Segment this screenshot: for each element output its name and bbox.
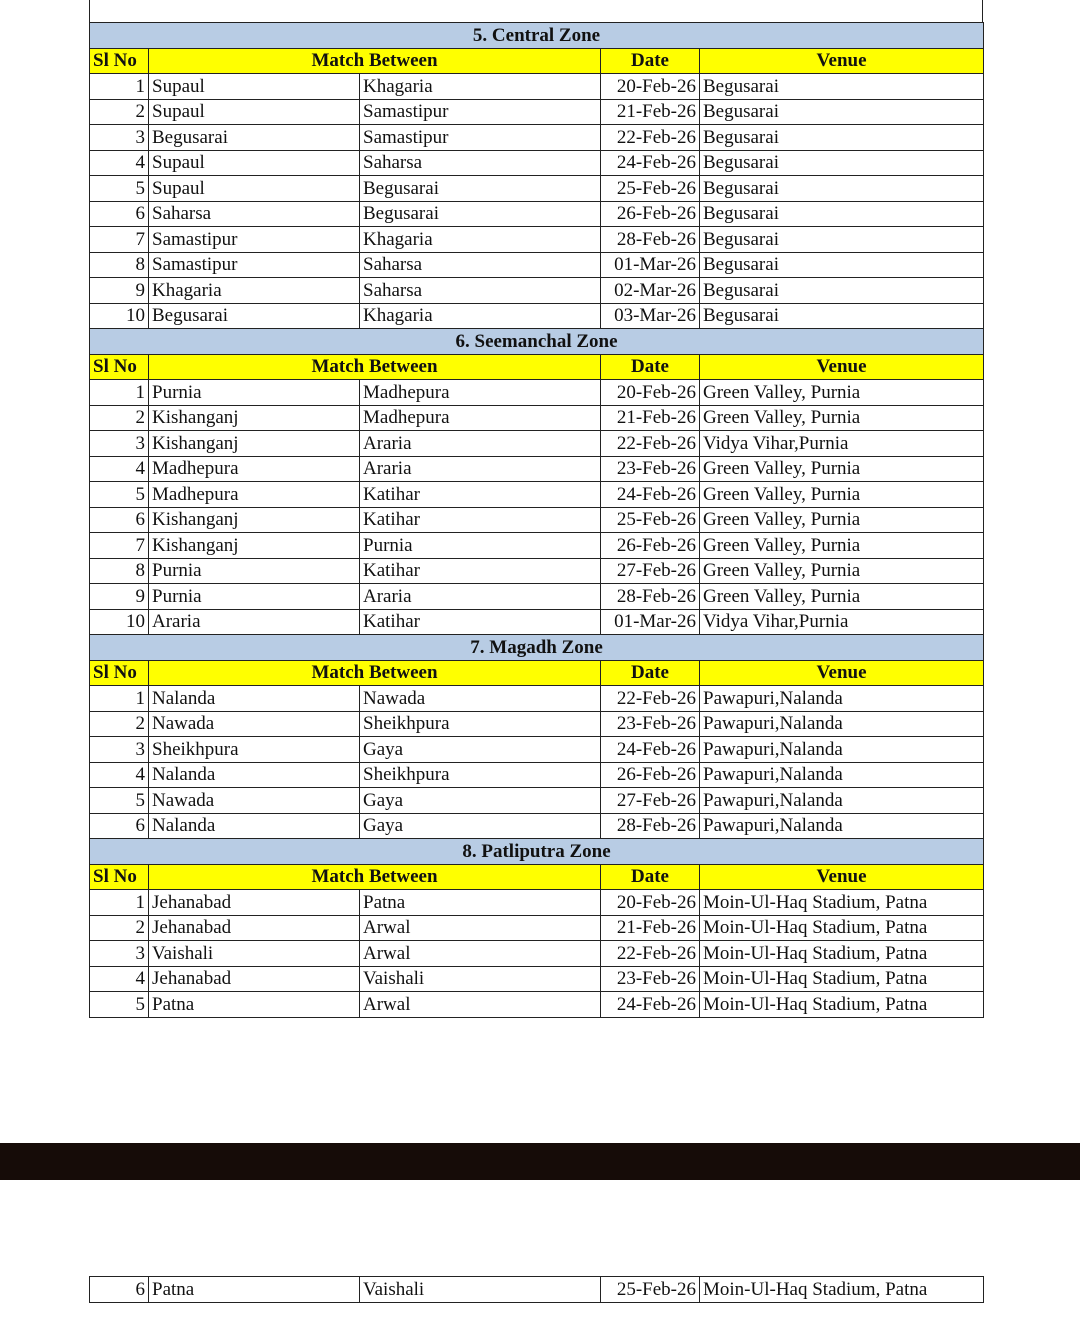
table-row: [90, 813, 984, 839]
team-b-cell: Katihar: [360, 558, 601, 584]
team-b-cell: Madhepura: [360, 405, 601, 431]
continuation-section: [89, 1276, 983, 1303]
venue-cell: Pawapuri,Nalanda: [700, 686, 984, 712]
sl-no-cell: 8: [90, 558, 149, 584]
sl-no-cell: 9: [90, 278, 149, 304]
venue-cell: Pawapuri,Nalanda: [700, 762, 984, 788]
date-cell: 22-Feb-26: [601, 125, 700, 151]
table-row: [90, 737, 984, 763]
table-row: [90, 99, 984, 125]
date-cell: 26-Feb-26: [601, 762, 700, 788]
team-a-cell: Jehanabad: [149, 915, 360, 941]
team-b-cell: Samastipur: [360, 99, 601, 125]
venue-cell: Moin-Ul-Haq Stadium, Patna: [700, 890, 984, 916]
team-b-cell: Madhepura: [360, 380, 601, 406]
date-cell: 24-Feb-26: [601, 992, 700, 1018]
sl-no-cell: 6: [90, 813, 149, 839]
table-row: [90, 915, 984, 941]
team-a-cell: Jehanabad: [149, 966, 360, 992]
table-row: [90, 890, 984, 916]
date-cell: 20-Feb-26: [601, 890, 700, 916]
header-date: Date: [601, 48, 700, 74]
header-venue: Venue: [700, 864, 984, 890]
team-b-cell: Samastipur: [360, 125, 601, 151]
team-a-cell: Kishanganj: [149, 431, 360, 457]
team-a-cell: Supaul: [149, 74, 360, 100]
table-row: [90, 711, 984, 737]
venue-cell: Green Valley, Purnia: [700, 380, 984, 406]
venue-cell: Moin-Ul-Haq Stadium, Patna: [700, 915, 984, 941]
date-cell: 03-Mar-26: [601, 303, 700, 329]
team-a-cell: Nawada: [149, 711, 360, 737]
header-match-between: Match Between: [149, 48, 601, 74]
team-b-cell: Begusarai: [360, 201, 601, 227]
date-cell: 22-Feb-26: [601, 941, 700, 967]
table-row: [90, 533, 984, 559]
team-a-cell: Purnia: [149, 380, 360, 406]
sl-no-cell: 5: [90, 788, 149, 814]
team-b-cell: Saharsa: [360, 150, 601, 176]
continuation-table: [89, 1276, 984, 1303]
sl-no-cell: 6: [90, 1277, 149, 1303]
venue-cell: Vidya Vihar,Purnia: [700, 431, 984, 457]
table-row: [90, 176, 984, 202]
table-row: [90, 380, 984, 406]
sl-no-cell: 8: [90, 252, 149, 278]
header-venue: Venue: [700, 660, 984, 686]
page-break-band: [0, 1143, 1080, 1180]
sl-no-cell: 1: [90, 380, 149, 406]
team-a-cell: Nalanda: [149, 762, 360, 788]
header-date: Date: [601, 660, 700, 686]
team-a-cell: Supaul: [149, 99, 360, 125]
header-row: [90, 660, 984, 686]
header-row: [90, 864, 984, 890]
date-cell: 24-Feb-26: [601, 482, 700, 508]
header-venue: Venue: [700, 48, 984, 74]
venue-cell: Begusarai: [700, 201, 984, 227]
table-row: [90, 966, 984, 992]
header-match-between: Match Between: [149, 864, 601, 890]
table-row: [90, 686, 984, 712]
team-a-cell: Madhepura: [149, 482, 360, 508]
sl-no-cell: 5: [90, 176, 149, 202]
table-row: [90, 150, 984, 176]
date-cell: 01-Mar-26: [601, 252, 700, 278]
date-cell: 21-Feb-26: [601, 405, 700, 431]
table-row: [90, 584, 984, 610]
table-row: [90, 201, 984, 227]
team-b-cell: Katihar: [360, 609, 601, 635]
team-b-cell: Gaya: [360, 788, 601, 814]
header-venue: Venue: [700, 354, 984, 380]
team-a-cell: Purnia: [149, 558, 360, 584]
team-b-cell: Khagaria: [360, 227, 601, 253]
team-b-cell: Patna: [360, 890, 601, 916]
header-date: Date: [601, 864, 700, 890]
venue-cell: Moin-Ul-Haq Stadium, Patna: [700, 966, 984, 992]
team-b-cell: Khagaria: [360, 74, 601, 100]
match-schedule-table: [89, 22, 984, 1018]
schedule-sheet: [89, 0, 983, 1018]
team-a-cell: Saharsa: [149, 201, 360, 227]
sl-no-cell: 3: [90, 941, 149, 967]
header-match-between: Match Between: [149, 354, 601, 380]
sl-no-cell: 9: [90, 584, 149, 610]
date-cell: 02-Mar-26: [601, 278, 700, 304]
team-a-cell: Patna: [149, 1277, 360, 1303]
date-cell: 01-Mar-26: [601, 609, 700, 635]
sl-no-cell: 4: [90, 456, 149, 482]
venue-cell: Green Valley, Purnia: [700, 482, 984, 508]
header-sl-no: Sl No: [90, 660, 149, 686]
table-row: [90, 558, 984, 584]
team-b-cell: Arwal: [360, 915, 601, 941]
team-a-cell: Vaishali: [149, 941, 360, 967]
sl-no-cell: 6: [90, 507, 149, 533]
table-row: [90, 1277, 984, 1303]
sl-no-cell: 10: [90, 303, 149, 329]
team-b-cell: Saharsa: [360, 252, 601, 278]
venue-cell: Green Valley, Purnia: [700, 558, 984, 584]
table-row: [90, 456, 984, 482]
sl-no-cell: 7: [90, 533, 149, 559]
team-a-cell: Samastipur: [149, 227, 360, 253]
date-cell: 24-Feb-26: [601, 737, 700, 763]
venue-cell: Moin-Ul-Haq Stadium, Patna: [700, 1277, 984, 1303]
sl-no-cell: 1: [90, 686, 149, 712]
venue-cell: Begusarai: [700, 252, 984, 278]
sl-no-cell: 4: [90, 966, 149, 992]
date-cell: 28-Feb-26: [601, 227, 700, 253]
team-a-cell: Jehanabad: [149, 890, 360, 916]
sl-no-cell: 4: [90, 762, 149, 788]
team-b-cell: Katihar: [360, 507, 601, 533]
venue-cell: Green Valley, Purnia: [700, 584, 984, 610]
team-b-cell: Katihar: [360, 482, 601, 508]
team-b-cell: Arwal: [360, 941, 601, 967]
team-a-cell: Supaul: [149, 176, 360, 202]
date-cell: 27-Feb-26: [601, 558, 700, 584]
zone-title-row: [90, 23, 984, 49]
sl-no-cell: 2: [90, 405, 149, 431]
venue-cell: Begusarai: [700, 125, 984, 151]
zone-title: 7. Magadh Zone: [90, 635, 984, 661]
sl-no-cell: 3: [90, 125, 149, 151]
header-sl-no: Sl No: [90, 48, 149, 74]
venue-cell: Begusarai: [700, 74, 984, 100]
venue-cell: Pawapuri,Nalanda: [700, 711, 984, 737]
date-cell: 27-Feb-26: [601, 788, 700, 814]
zone-title-row: [90, 635, 984, 661]
date-cell: 23-Feb-26: [601, 456, 700, 482]
date-cell: 28-Feb-26: [601, 813, 700, 839]
sl-no-cell: 5: [90, 482, 149, 508]
venue-cell: Green Valley, Purnia: [700, 456, 984, 482]
venue-cell: Green Valley, Purnia: [700, 405, 984, 431]
venue-cell: Begusarai: [700, 99, 984, 125]
team-b-cell: Araria: [360, 431, 601, 457]
header-row: [90, 354, 984, 380]
table-row: [90, 252, 984, 278]
venue-cell: Begusarai: [700, 150, 984, 176]
table-row: [90, 74, 984, 100]
team-b-cell: Araria: [360, 584, 601, 610]
team-a-cell: Nalanda: [149, 686, 360, 712]
venue-cell: Begusarai: [700, 176, 984, 202]
team-a-cell: Supaul: [149, 150, 360, 176]
venue-cell: Green Valley, Purnia: [700, 533, 984, 559]
sl-no-cell: 5: [90, 992, 149, 1018]
sl-no-cell: 4: [90, 150, 149, 176]
date-cell: 25-Feb-26: [601, 1277, 700, 1303]
date-cell: 20-Feb-26: [601, 380, 700, 406]
sl-no-cell: 1: [90, 890, 149, 916]
zone-title: 5. Central Zone: [90, 23, 984, 49]
table-row: [90, 609, 984, 635]
table-row: [90, 941, 984, 967]
table-row: [90, 278, 984, 304]
sl-no-cell: 1: [90, 74, 149, 100]
sl-no-cell: 3: [90, 431, 149, 457]
team-b-cell: Gaya: [360, 737, 601, 763]
date-cell: 23-Feb-26: [601, 711, 700, 737]
team-b-cell: Nawada: [360, 686, 601, 712]
sl-no-cell: 3: [90, 737, 149, 763]
team-a-cell: Araria: [149, 609, 360, 635]
table-row: [90, 227, 984, 253]
date-cell: 25-Feb-26: [601, 507, 700, 533]
team-b-cell: Sheikhpura: [360, 711, 601, 737]
team-a-cell: Madhepura: [149, 456, 360, 482]
sl-no-cell: 7: [90, 227, 149, 253]
team-a-cell: Nalanda: [149, 813, 360, 839]
venue-cell: Begusarai: [700, 227, 984, 253]
zone-title: 8. Patliputra Zone: [90, 839, 984, 865]
sl-no-cell: 2: [90, 99, 149, 125]
sl-no-cell: 10: [90, 609, 149, 635]
header-sl-no: Sl No: [90, 354, 149, 380]
team-a-cell: Kishanganj: [149, 507, 360, 533]
team-b-cell: Khagaria: [360, 303, 601, 329]
sl-no-cell: 2: [90, 915, 149, 941]
table-row: [90, 431, 984, 457]
zone-title-row: [90, 839, 984, 865]
team-a-cell: Begusarai: [149, 125, 360, 151]
team-b-cell: Vaishali: [360, 1277, 601, 1303]
venue-cell: Begusarai: [700, 278, 984, 304]
sl-no-cell: 2: [90, 711, 149, 737]
table-row: [90, 762, 984, 788]
venue-cell: Moin-Ul-Haq Stadium, Patna: [700, 941, 984, 967]
team-b-cell: Araria: [360, 456, 601, 482]
header-date: Date: [601, 354, 700, 380]
venue-cell: Pawapuri,Nalanda: [700, 788, 984, 814]
team-b-cell: Vaishali: [360, 966, 601, 992]
team-b-cell: Arwal: [360, 992, 601, 1018]
venue-cell: Green Valley, Purnia: [700, 507, 984, 533]
table-row: [90, 303, 984, 329]
venue-cell: Vidya Vihar,Purnia: [700, 609, 984, 635]
zone-title: 6. Seemanchal Zone: [90, 329, 984, 355]
team-a-cell: Purnia: [149, 584, 360, 610]
date-cell: 24-Feb-26: [601, 150, 700, 176]
date-cell: 23-Feb-26: [601, 966, 700, 992]
table-row: [90, 482, 984, 508]
team-a-cell: Patna: [149, 992, 360, 1018]
team-b-cell: Saharsa: [360, 278, 601, 304]
table-row: [90, 788, 984, 814]
header-sl-no: Sl No: [90, 864, 149, 890]
date-cell: 21-Feb-26: [601, 99, 700, 125]
team-b-cell: Begusarai: [360, 176, 601, 202]
date-cell: 26-Feb-26: [601, 533, 700, 559]
venue-cell: Begusarai: [700, 303, 984, 329]
table-row: [90, 405, 984, 431]
zone-title-row: [90, 329, 984, 355]
team-b-cell: Purnia: [360, 533, 601, 559]
team-a-cell: Khagaria: [149, 278, 360, 304]
table-row: [90, 507, 984, 533]
date-cell: 28-Feb-26: [601, 584, 700, 610]
date-cell: 22-Feb-26: [601, 431, 700, 457]
venue-cell: Pawapuri,Nalanda: [700, 813, 984, 839]
team-a-cell: Kishanganj: [149, 533, 360, 559]
venue-cell: Moin-Ul-Haq Stadium, Patna: [700, 992, 984, 1018]
team-a-cell: Kishanganj: [149, 405, 360, 431]
date-cell: 21-Feb-26: [601, 915, 700, 941]
team-a-cell: Sheikhpura: [149, 737, 360, 763]
venue-cell: Pawapuri,Nalanda: [700, 737, 984, 763]
team-a-cell: Samastipur: [149, 252, 360, 278]
table-row: [90, 992, 984, 1018]
date-cell: 20-Feb-26: [601, 74, 700, 100]
team-b-cell: Gaya: [360, 813, 601, 839]
sl-no-cell: 6: [90, 201, 149, 227]
date-cell: 26-Feb-26: [601, 201, 700, 227]
date-cell: 25-Feb-26: [601, 176, 700, 202]
header-match-between: Match Between: [149, 660, 601, 686]
team-a-cell: Begusarai: [149, 303, 360, 329]
team-a-cell: Nawada: [149, 788, 360, 814]
team-b-cell: Sheikhpura: [360, 762, 601, 788]
date-cell: 22-Feb-26: [601, 686, 700, 712]
table-row: [90, 125, 984, 151]
header-row: [90, 48, 984, 74]
